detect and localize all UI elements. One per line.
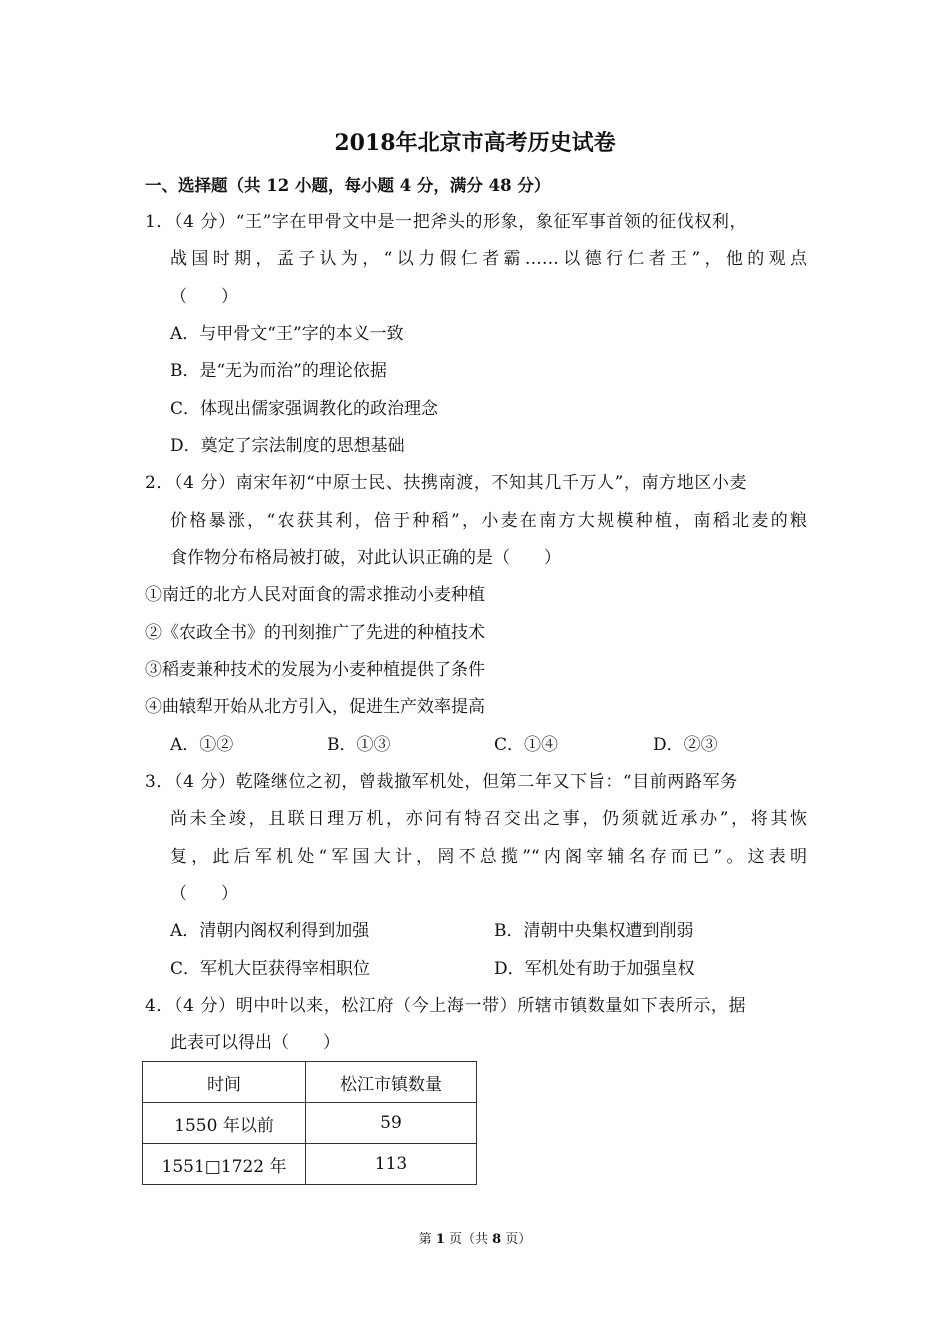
table-cell: 1550 年以前 — [143, 1103, 306, 1144]
table-row — [143, 1144, 477, 1185]
table-header-row — [143, 1062, 477, 1103]
q1-option-d: D．奠定了宗法制度的思想基础 — [170, 436, 405, 456]
q2-statement-4: ④曲辕犁开始从北方引入，促进生产效率提高 — [145, 697, 485, 717]
page-title: 2018年北京市高考历史试卷 — [334, 130, 616, 156]
q1-stem-line-2-text: 战国时期，孟子认为，“以力假仁者霸……以德行仁者王”，他的观点 — [170, 249, 807, 269]
q1-stem-line-1: 1．（4 分）“王”字在甲骨文中是一把斧头的形象，象征军事首领的征伐权利， — [145, 212, 748, 232]
q3-stem-line-3 — [170, 846, 807, 868]
market-town-table — [142, 1061, 477, 1185]
q3-stem-line-2 — [170, 808, 807, 830]
q4-stem-line-2: 此表可以得出（ ） — [170, 1033, 340, 1053]
q2-option-d: D．②③ — [653, 735, 718, 755]
footer-prefix: 第 — [418, 1232, 436, 1247]
q2-statement-3: ③稻麦兼种技术的发展为小麦种植提供了条件 — [145, 660, 485, 680]
section-heading: 一、选择题（共 12 小题，每小题 4 分，满分 48 分） — [145, 176, 551, 195]
q2-statement-2: ②《农政全书》的刊刻推广了先进的种植技术 — [145, 623, 485, 643]
q3-stem-line-2-text: 尚未全竣，且联日理万机，亦问有特召交出之事，仍须就近承办”，将其恢 — [170, 809, 807, 829]
table-cell: 113 — [306, 1144, 477, 1185]
q4-stem-line-1: 4．（4 分）明中叶以来，松江府（今上海一带）所辖市镇数量如下表所示，据 — [145, 996, 747, 1016]
table-header-cell: 时间 — [143, 1062, 306, 1103]
footer-page-number: 1 — [435, 1232, 445, 1247]
q2-stem-line-2 — [170, 510, 807, 532]
q1-option-c: C．体现出儒家强调教化的政治理念 — [170, 399, 439, 419]
table-cell: 1551□1722 年 — [143, 1144, 306, 1185]
q3-option-b: B．清朝中央集权遭到削弱 — [494, 921, 694, 941]
q3-option-c: C．军机大臣获得宰相职位 — [170, 959, 371, 979]
q3-option-d: D．军机处有助于加强皇权 — [494, 959, 695, 979]
q1-answer-paren: （ ） — [170, 287, 238, 307]
table-row — [143, 1103, 477, 1144]
q2-stem-line-2-text: 价格暴涨，“农获其利，倍于种稻”，小麦在南方大规模种植，南稻北麦的粮 — [170, 511, 807, 531]
q2-statement-1: ①南迁的北方人民对面食的需求推动小麦种植 — [145, 585, 485, 605]
q3-option-a: A．清朝内阁权利得到加强 — [170, 921, 370, 941]
q2-option-c: C．①④ — [494, 735, 559, 755]
q3-stem-line-1: 3．（4 分）乾隆继位之初，曾裁撤军机处，但第二年又下旨：“目前两路军务 — [145, 772, 738, 792]
q2-option-b: B．①③ — [327, 735, 391, 755]
q1-option-b: B．是“无为而治”的理论依据 — [170, 361, 387, 381]
q3-stem-line-3-text: 复，此后军机处“军国大计，罔不总揽”“内阁宰辅名存而已”。这表明 — [170, 847, 807, 867]
table-header-cell: 松江市镇数量 — [306, 1062, 477, 1103]
footer-middle: 页（共 — [444, 1232, 493, 1247]
q1-option-a: A．与甲骨文“王”字的本义一致 — [170, 324, 404, 344]
q1-stem-line-2 — [170, 248, 807, 270]
q2-option-a: A．①② — [170, 735, 234, 755]
footer-total-pages: 8 — [492, 1232, 502, 1247]
q2-stem-line-1: 2．（4 分）南宋年初“中原士民、扶携南渡，不知其几千万人”，南方地区小麦 — [145, 473, 748, 493]
page-footer — [0, 1228, 950, 1247]
table-cell: 59 — [306, 1103, 477, 1144]
q3-answer-paren: （ ） — [170, 884, 238, 904]
q2-stem-line-3: 食作物分布格局被打破，对此认识正确的是（ ） — [170, 548, 561, 568]
footer-suffix: 页） — [501, 1232, 532, 1247]
